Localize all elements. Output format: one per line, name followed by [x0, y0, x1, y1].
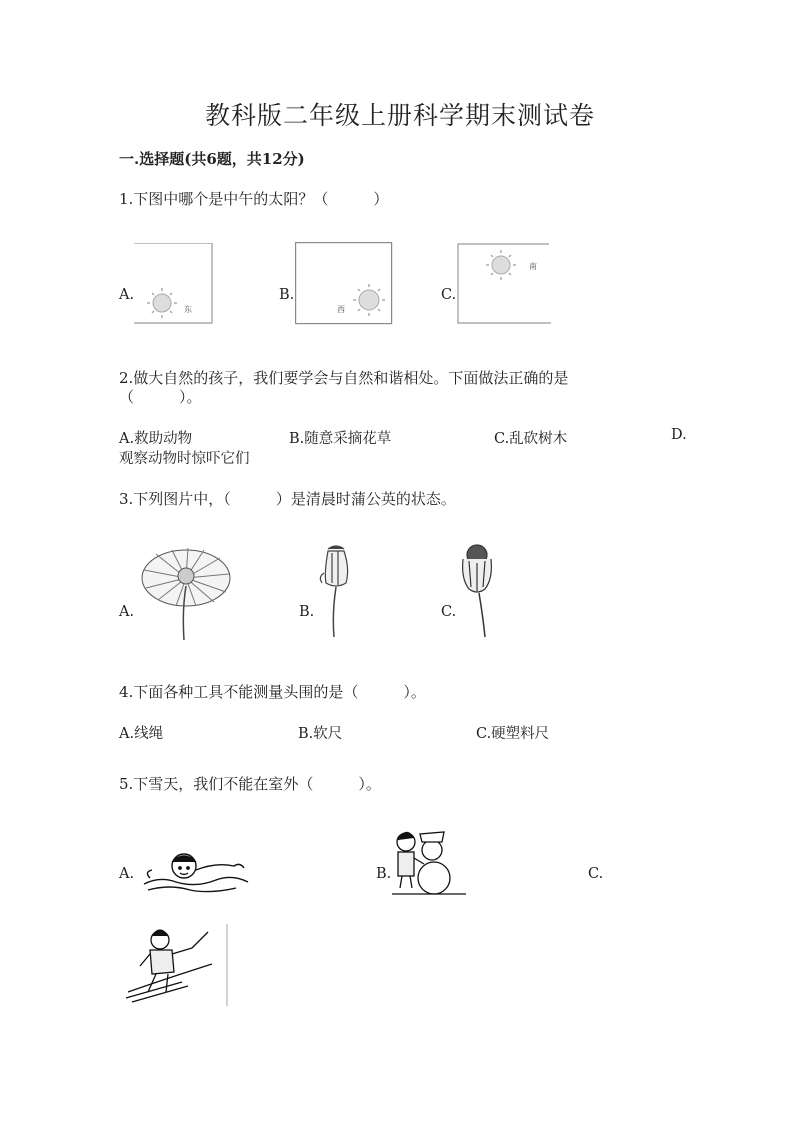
q2-option-a: A.救助动物 — [119, 431, 193, 447]
direction-label: 西 — [337, 305, 345, 314]
question-2-text: 2.做大自然的孩子，我们要学会与自然和谐相处。下面做法正确的是 — [119, 369, 569, 387]
q3-option-b-image — [316, 543, 356, 639]
q2-option-d-text: 观察动物时惊吓它们 — [119, 451, 250, 467]
q5-option-a-label: A. — [119, 866, 135, 882]
skiing-child-icon — [122, 922, 232, 1008]
q2-option-d: D. — [671, 427, 687, 443]
q5-option-b-image — [390, 822, 470, 900]
snowman-child-icon — [390, 822, 470, 900]
sun-icon — [486, 250, 516, 280]
q5-option-c-label: C. — [588, 866, 604, 882]
dandelion-closed-icon — [455, 543, 499, 639]
q1-option-c-image — [457, 243, 553, 325]
question-3-text: 3.下列图片中，（ ）是清晨时蒲公英的状态。 — [119, 490, 456, 508]
q4-option-b: B.软尺 — [298, 726, 343, 742]
sun-icon — [353, 284, 385, 316]
q3-option-c-image — [455, 543, 499, 639]
q3-option-a-image — [136, 540, 236, 642]
q1-option-c-label: C. — [441, 287, 457, 303]
q3-option-b-label: B. — [299, 604, 315, 620]
q3-option-a-label: A. — [119, 604, 135, 620]
q5-option-c-image — [122, 922, 232, 1008]
q1-option-b-label: B. — [279, 287, 295, 303]
q1-option-a-image — [134, 243, 214, 325]
q2-option-b: B.随意采摘花草 — [289, 431, 392, 447]
q3-option-c-label: C. — [441, 604, 457, 620]
swimming-child-icon — [140, 848, 252, 896]
dandelion-bud-icon — [316, 543, 356, 639]
q4-option-c: C.硬塑料尺 — [476, 726, 550, 742]
question-2-blank: （ ）。 — [119, 388, 202, 406]
q4-option-a: A.线绳 — [119, 726, 164, 742]
section-heading: 一.选择题(共6题，共12分) — [119, 150, 305, 168]
question-5-text: 5.下雪天，我们不能在室外（ ）。 — [119, 775, 381, 793]
question-1-text: 1.下图中哪个是中午的太阳？（ ） — [119, 190, 389, 208]
q5-option-b-label: B. — [376, 866, 392, 882]
q1-option-a-label: A. — [119, 287, 135, 303]
direction-label: 东 — [184, 305, 192, 314]
q5-option-a-image — [140, 848, 252, 896]
dandelion-open-icon — [136, 540, 236, 642]
page-title: 教科版二年级上册科学期末测试卷 — [204, 101, 595, 130]
q2-option-c: C.乱砍树木 — [494, 431, 568, 447]
q1-option-b-image — [295, 242, 395, 326]
question-4-text: 4.下面各种工具不能测量头围的是（ ）。 — [119, 683, 426, 701]
sun-icon — [147, 288, 177, 318]
direction-label: 南 — [529, 262, 537, 271]
